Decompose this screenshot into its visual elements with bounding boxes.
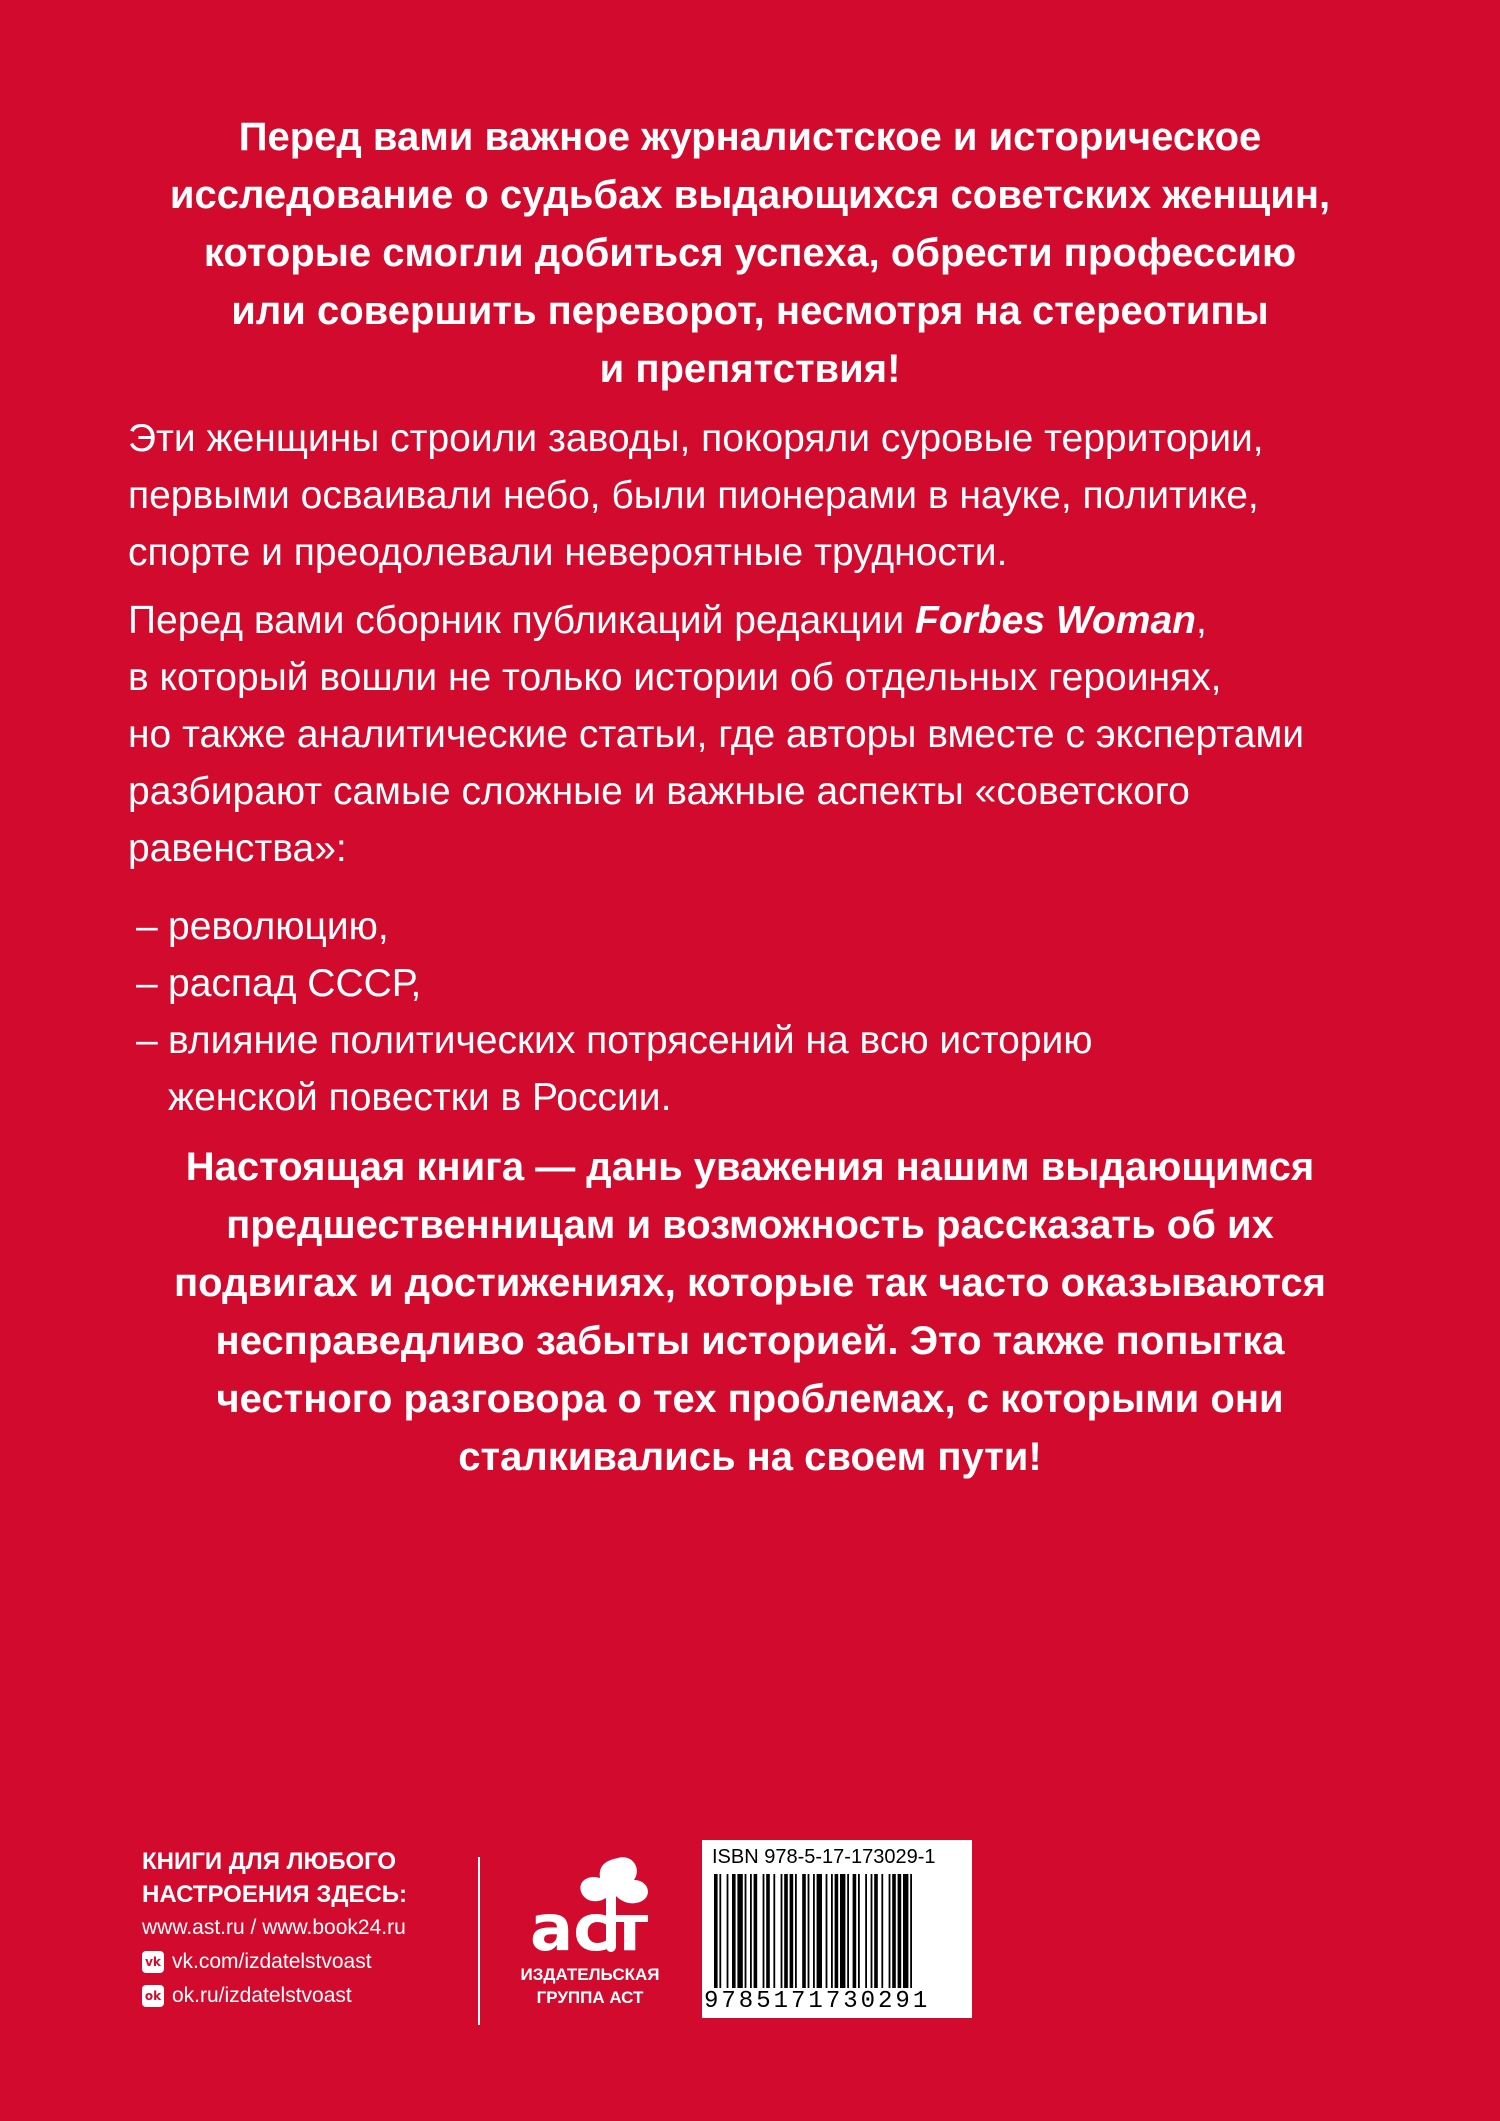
barcode-bar [781,1874,783,1988]
barcode-bar [719,1874,721,1988]
barcode-bar [745,1874,747,1988]
barcode-bar [874,1874,878,1988]
outro-line: сталкивались на своем пути! [458,1435,1042,1479]
list-item-text: революцию, [168,905,389,948]
barcode-bar [871,1874,873,1988]
barcode-bar [808,1874,810,1988]
barcode-bar [795,1874,797,1988]
list-item-text: женской повестки в России. [168,1076,672,1119]
outro-line: подвигах и достижениях, которые так часто оказываются [174,1261,1326,1305]
text-line: равенства»: [128,827,347,870]
barcode-bar [853,1874,857,1988]
vk-link[interactable] [142,1945,472,1979]
vk-icon: vk [142,1951,164,1973]
barcode-bar [831,1874,833,1988]
sites-link[interactable]: www.ast.ru / www.book24.ru [142,1916,406,1939]
barcode-bar [790,1874,794,1988]
barcode-bar [910,1874,912,1988]
barcode-bar [732,1874,736,1988]
vk-link-text: vk.com/izdatelstvoast [172,1950,372,1973]
ok-icon: ok [142,1985,164,2007]
barcode-bar [817,1874,822,1988]
barcode-bar [889,1874,891,1988]
barcode-bar [737,1874,742,1988]
text-line: разбирают самые сложные и важные аспекты «советского [128,770,1190,813]
paragraph-women [128,410,1398,581]
isbn-label: ISBN 978-5-17-173029-1 [712,1846,936,1868]
intro-line: Перед вами важное журналистское и историческое [238,115,1262,159]
barcode-bar [865,1874,867,1988]
outro-line: честного разговора о тех проблемах, с которыми они [216,1377,1284,1421]
outro-line: предшественницам и возможность рассказать об их [226,1203,1274,1247]
intro-line: или совершить переворот, несмотря на стереотипы [231,289,1269,333]
outro-line: Настоящая книга — дань уважения нашим выдающимся [185,1145,1315,1189]
footer-title-line: КНИГИ ДЛЯ ЛЮБОГО [142,1848,397,1875]
text-line: но также аналитические статьи, где авторы вместе с экспертами [128,713,1305,756]
barcode-bar [766,1874,770,1988]
logo-wordmark: аст [530,1892,649,1966]
logo-caption-line: ИЗДАТЕЛЬСКАЯ [520,1965,660,1984]
list-item [136,955,1336,1012]
text-line: Перед вами сборник публикаций редакции Forbes Woman, [128,599,1207,642]
dash: – [136,1019,158,1062]
logo-caption [500,1963,680,2009]
barcode-bar [754,1874,758,1988]
ok-link[interactable] [142,1979,472,2013]
dash: – [136,905,158,948]
barcode-bar [727,1874,729,1988]
barcode-bar [835,1874,839,1988]
barcode-bar [813,1874,815,1988]
text-line: первыми осваивали небо, были пионерами в науке, политике, [128,474,1259,517]
barcode-bar [773,1874,775,1988]
footer-divider [478,1857,480,2025]
barcode-bar [858,1874,860,1988]
intro-line: исследование о судьбах выдающихся советских женщин, [169,173,1331,217]
isbn-barcode [702,1840,972,2018]
lead-text: Перед вами сборник публикаций редакции [128,599,915,642]
barcode-bar [892,1874,896,1988]
barcode-bar [802,1874,806,1988]
brand-name: Forbes Woman [915,599,1196,642]
barcode-bar [903,1874,908,1988]
paragraph-collection [128,592,1398,877]
barcode-bar [714,1874,718,1988]
list-item [136,1012,1336,1069]
list-item [136,1069,1336,1126]
text-line: в который вошли не только истории об отдельных героинях, [128,656,1222,699]
barcode-icon [712,1874,962,1988]
outro-paragraph [110,1138,1390,1486]
footer-title [142,1845,472,1911]
barcode-bar [881,1874,883,1988]
list-item [136,898,1336,955]
intro-line: и препятствия! [599,347,901,391]
barcode-bar [898,1874,902,1988]
barcode-bar [840,1874,845,1988]
text-line: спорте и преодолевали невероятные трудности. [128,531,1008,574]
footer-title-line: НАСТРОЕНИЯ ЗДЕСЬ: [142,1881,408,1908]
footer-links [142,1845,472,2013]
dash: – [136,962,158,1005]
intro-paragraph [110,108,1390,398]
aspects-list [136,898,1336,1126]
barcode-digits: 9785171730291 [704,1988,931,2015]
barcode-bar [847,1874,849,1988]
barcode-bar [763,1874,765,1988]
barcode-bar [826,1874,828,1988]
barcode-bar [750,1874,752,1988]
text-line: Эти женщины строили заводы, покоряли суровые территории, [128,417,1264,460]
intro-line: которые смогли добиться успеха, обрести профессию [203,231,1297,275]
list-item-text: влияние политических потрясений на всю историю [168,1019,1093,1062]
outro-line: несправедливо забыты историей. Это также попытка [215,1319,1285,1363]
ok-link-text: ok.ru/izdatelstvoast [172,1984,352,2007]
list-item-text: распад СССР, [168,962,422,1005]
logo-caption-line: ГРУППА АСТ [536,1988,644,2007]
barcode-bar [784,1874,788,1988]
